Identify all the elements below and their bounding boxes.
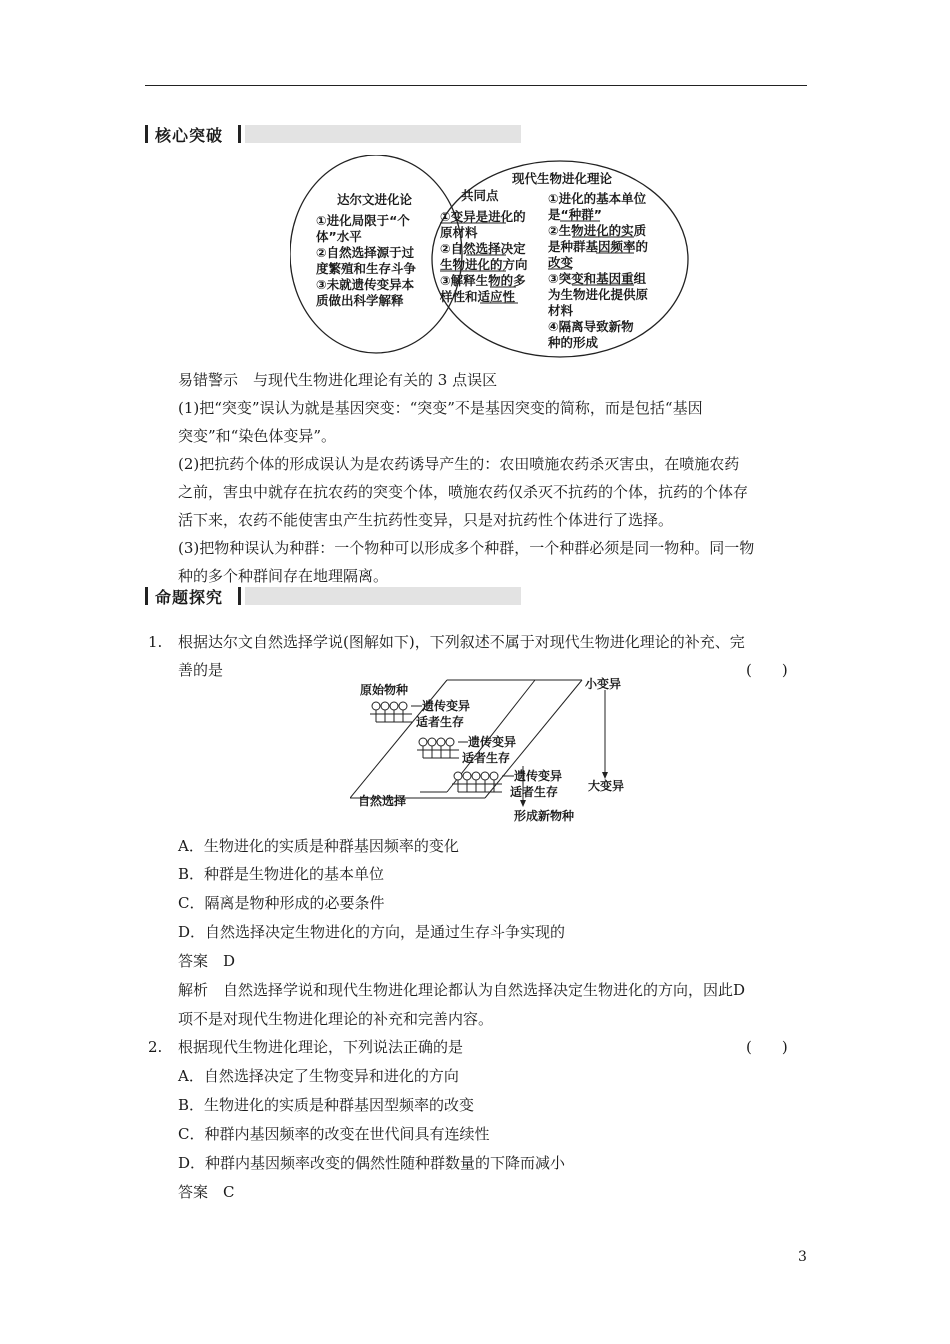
venn-left-title: 达尔文进化论 xyxy=(337,192,413,207)
option-b: B．种群是生物进化的基本单位 xyxy=(178,865,385,883)
venn-mid-line: 样性和适应性 xyxy=(440,289,516,304)
venn-left-line: ①进化局限于“个 xyxy=(316,213,410,228)
warning-line: (1)把“突变”误认为就是基因突变：“突变”不是基因突变的简称，而是包括“基因 xyxy=(178,399,703,417)
venn-left-line: ③未就遗传变异本 xyxy=(316,277,415,292)
venn-right-line: 种的形成 xyxy=(548,335,599,350)
analysis-text: 项不是对现代生物进化理论的补充和完善内容。 xyxy=(178,1010,494,1028)
warning-line: 种的多个种群间存在地理隔离。 xyxy=(178,567,389,585)
venn-right-line: ④隔离导致新物 xyxy=(548,319,634,334)
section-header-exam xyxy=(145,586,521,606)
option-a: A．生物进化的实质是种群基因频率的变化 xyxy=(178,837,459,855)
answer-text: 答案 D xyxy=(178,952,236,970)
option-c: C．隔离是物种形成的必要条件 xyxy=(178,894,385,912)
natural-selection-diagram xyxy=(350,674,640,824)
venn-mid-title: 共同点 xyxy=(461,188,499,203)
venn-left-line: ②自然选择源于过 xyxy=(316,245,415,260)
diagram-small-variation-label: 小变异 xyxy=(585,677,622,691)
venn-right-title: 现代生物进化理论 xyxy=(512,171,613,186)
venn-right-line: 是“种群” xyxy=(548,207,602,222)
question-number: 1. xyxy=(148,633,163,651)
diagram-big-variation-label: 大变异 xyxy=(588,779,625,793)
section-title: 核心突破 xyxy=(155,126,224,145)
top-rule xyxy=(145,85,807,86)
venn-right-line: ②生物进化的实质 xyxy=(548,223,647,238)
diagram-heredity-label: 遗传变异 xyxy=(514,769,563,783)
warning-line: 活下来，农药不能使害虫产生抗药性变异，只是对抗药性个体进行了选择。 xyxy=(178,511,674,529)
option-d: D．自然选择决定生物进化的方向，是通过生存斗争实现的 xyxy=(178,923,566,941)
warning-heading: 易错警示 与现代生物进化理论有关的 3 点误区 xyxy=(178,371,498,389)
diagram-new-species-label: 形成新物种 xyxy=(514,809,575,823)
venn-mid-line: ②自然选择决定 xyxy=(440,241,526,256)
venn-right-line: ③突变和基因重组 xyxy=(548,271,647,286)
venn-left-line: 质做出科学解释 xyxy=(316,293,404,308)
answer-parentheses: ( ) xyxy=(746,1038,788,1056)
diagram-heredity-label: 遗传变异 xyxy=(422,699,471,713)
venn-mid-line: 生物进化的方向 xyxy=(440,257,528,272)
option-b: B．生物进化的实质是种群基因型频率的改变 xyxy=(178,1096,475,1114)
option-c: C．种群内基因频率的改变在世代间具有连续性 xyxy=(178,1125,490,1143)
venn-diagram xyxy=(290,155,690,360)
page-number: 3 xyxy=(798,1249,807,1265)
question-stem: 善的是 xyxy=(178,661,224,679)
warning-line: (3)把物种误认为种群：一个物种可以形成多个种群，一个种群必须是同一物种。同一物 xyxy=(178,539,755,557)
diagram-heredity-label: 遗传变异 xyxy=(468,735,517,749)
section-header-core xyxy=(145,124,521,144)
venn-mid-line: 原材料 xyxy=(440,225,478,240)
question-stem: 根据现代生物进化理论，下列说法正确的是 xyxy=(178,1038,464,1056)
diagram-survival-label: 适者生存 xyxy=(416,715,465,729)
answer-text: 答案 C xyxy=(178,1183,235,1201)
diagram-natural-selection-label: 自然选择 xyxy=(358,794,407,808)
analysis-text: 解析 自然选择学说和现代生物进化理论都认为自然选择决定生物进化的方向，因此D xyxy=(178,981,746,999)
venn-mid-line: ③解释生物的多 xyxy=(440,273,526,288)
option-a: A．自然选择决定了生物变异和进化的方向 xyxy=(178,1067,459,1085)
question-stem: 根据达尔文自然选择学说(图解如下)，下列叙述不属于对现代生物进化理论的补充、完 xyxy=(178,633,745,651)
warning-line: (2)把抗药个体的形成误认为是农药诱导产生的：农田喷施农药杀灭害虫，在喷施农药 xyxy=(178,455,740,473)
venn-right-line: 是种群基因频率的 xyxy=(548,239,649,254)
venn-mid-line: ①变异是进化的 xyxy=(440,209,526,224)
venn-left-line: 体”水平 xyxy=(316,229,362,244)
option-d: D．种群内基因频率改变的偶然性随种群数量的下降而减小 xyxy=(178,1154,566,1172)
diagram-survival-label: 适者生存 xyxy=(462,751,511,765)
diagram-survival-label: 适者生存 xyxy=(510,785,559,799)
venn-right-line: 材料 xyxy=(548,303,574,318)
answer-parentheses: ( ) xyxy=(746,661,788,679)
venn-right-line: ①进化的基本单位 xyxy=(548,191,647,206)
question-number: 2. xyxy=(148,1038,163,1056)
section-title: 命题探究 xyxy=(155,588,224,607)
venn-right-line: 改变 xyxy=(548,255,574,270)
venn-right-line: 为生物进化提供原 xyxy=(548,287,649,302)
warning-line: 突变”和“染色体变异”。 xyxy=(178,427,337,445)
venn-left-line: 度繁殖和生存斗争 xyxy=(316,261,417,276)
diagram-origin-label: 原始物种 xyxy=(360,683,409,697)
warning-line: 之前，害虫中就存在抗农药的突变个体，喷施农药仅杀灭不抗药的个体，抗药的个体存 xyxy=(178,483,749,501)
